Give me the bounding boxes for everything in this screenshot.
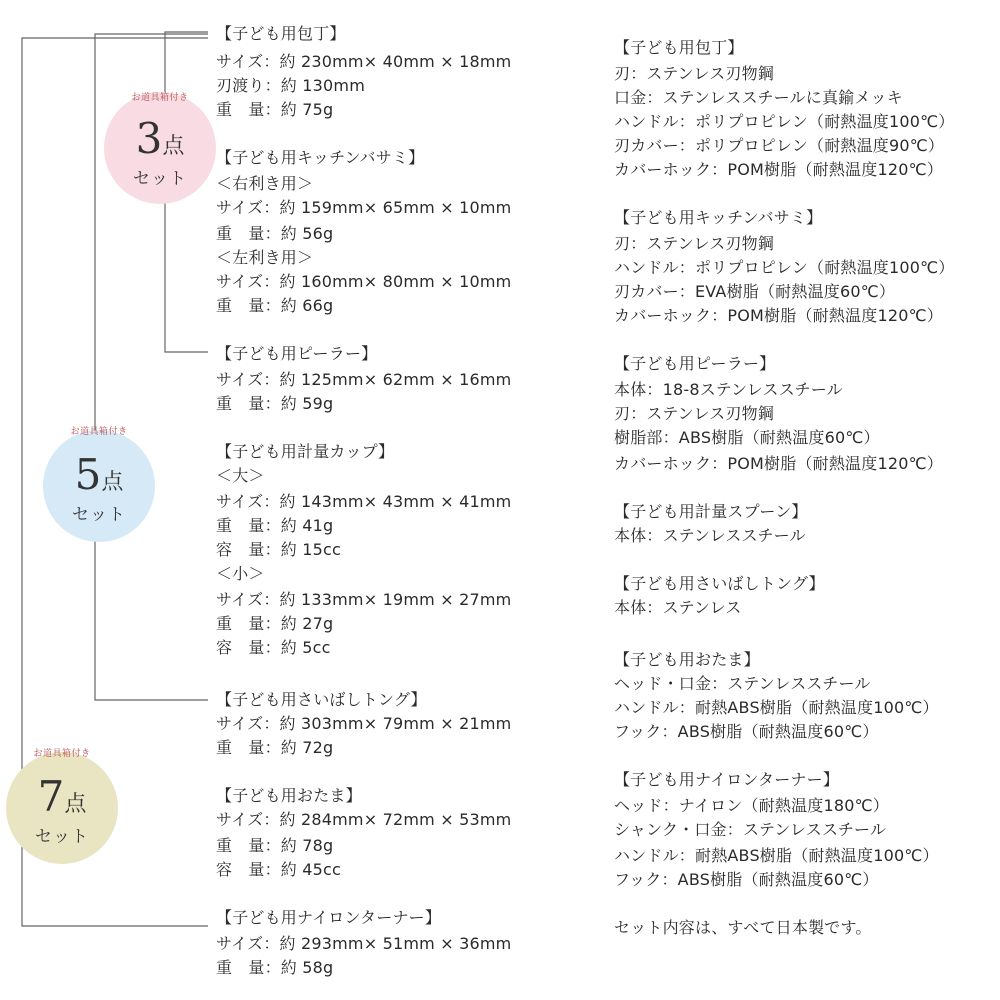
spec-line: 重 量：約 56g xyxy=(216,224,334,243)
badge-set-label: セット xyxy=(133,169,187,189)
spec-line: 刃渡り：約 130mm xyxy=(216,76,365,95)
material-line: 本体：18-8ステンレススチール xyxy=(614,380,843,399)
badge-count: 5点 xyxy=(74,450,124,499)
spec-line: サイズ：約 293mm× 51mm × 36mm xyxy=(216,934,512,953)
heading-ladle: 【子ども用おたま】 xyxy=(216,786,362,805)
spec-line: サイズ：約 284mm× 72mm × 53mm xyxy=(216,810,512,829)
spec-line: サイズ：約 133mm× 19mm × 27mm xyxy=(216,590,512,609)
heading-scissors: 【子ども用キッチンバサミ】 xyxy=(614,208,823,227)
spec-subheading: ＜大＞ xyxy=(216,466,265,485)
spec-line: サイズ：約 303mm× 79mm × 21mm xyxy=(216,714,512,733)
badge-count: 7点 xyxy=(37,772,87,821)
heading-turner: 【子ども用ナイロンターナー】 xyxy=(216,908,442,927)
spec-line: 容 量：約 15cc xyxy=(216,540,342,559)
heading-ladle: 【子ども用おたま】 xyxy=(614,650,760,669)
material-line: 口金：ステンレススチールに真鍮メッキ xyxy=(614,88,903,107)
made-in-japan-note: セット内容は、すべて日本製です。 xyxy=(614,918,872,937)
heading-tongs: 【子ども用さいばしトング】 xyxy=(216,690,427,709)
spec-line: サイズ：約 159mm× 65mm × 10mm xyxy=(216,198,512,217)
spec-subheading: ＜左利き用＞ xyxy=(216,248,314,267)
material-line: 本体：ステンレス xyxy=(614,598,742,617)
badge-set-label: セット xyxy=(35,827,89,847)
spec-line: 重 量：約 27g xyxy=(216,614,334,633)
spec-line: サイズ：約 230mm× 40mm × 18mm xyxy=(216,52,512,71)
material-line: ヘッド・口金：ステンレススチール xyxy=(614,674,871,693)
material-line: カバーホック：POM樹脂（耐熱温度120℃） xyxy=(614,306,943,325)
spec-line: 重 量：約 72g xyxy=(216,738,334,757)
material-line: ヘッド：ナイロン（耐熱温度180℃） xyxy=(614,796,889,815)
spec-line: 重 量：約 41g xyxy=(216,516,334,535)
heading-knife: 【子ども用包丁】 xyxy=(614,38,744,57)
material-line: ハンドル：ポリプロピレン（耐熱温度100℃） xyxy=(614,258,955,277)
material-line: シャンク・口金：ステンレススチール xyxy=(614,820,887,839)
heading-knife: 【子ども用包丁】 xyxy=(216,24,346,43)
spec-line: 重 量：約 75g xyxy=(216,100,334,119)
badge-tag: お道具箱付き xyxy=(70,427,128,437)
badge-tag: お道具箱付き xyxy=(33,749,91,759)
badge-3-piece-set xyxy=(104,92,216,204)
material-line: カバーホック：POM樹脂（耐熱温度120℃） xyxy=(614,160,943,179)
heading-measuring-spoon: 【子ども用計量スプーン】 xyxy=(614,502,808,521)
heading-peeler: 【子ども用ピーラー】 xyxy=(614,354,776,373)
material-line: フック：ABS樹脂（耐熱温度60℃） xyxy=(614,870,879,889)
material-line: ハンドル：耐熱ABS樹脂（耐熱温度100℃） xyxy=(614,698,939,717)
badge-7-piece-set xyxy=(6,749,118,864)
spec-line: 重 量：約 78g xyxy=(216,836,334,855)
badge-tag: お道具箱付き xyxy=(131,93,189,103)
spec-line: 重 量：約 59g xyxy=(216,394,334,413)
material-line: 刃：ステンレス刃物鋼 xyxy=(614,404,775,423)
spec-line: 容 量：約 45cc xyxy=(216,860,342,879)
material-line: 刃：ステンレス刃物鋼 xyxy=(614,234,775,253)
material-line: 刃カバー：EVA樹脂（耐熱温度60℃） xyxy=(614,282,896,301)
material-line: 樹脂部：ABS樹脂（耐熱温度60℃） xyxy=(614,428,880,447)
spec-line: 容 量：約 5cc xyxy=(216,638,331,657)
material-line: カバーホック：POM樹脂（耐熱温度120℃） xyxy=(614,454,943,473)
heading-peeler: 【子ども用ピーラー】 xyxy=(216,344,378,363)
heading-measuring-cup: 【子ども用計量カップ】 xyxy=(216,442,395,461)
spec-line: サイズ：約 125mm× 62mm × 16mm xyxy=(216,370,512,389)
spec-line: 重 量：約 58g xyxy=(216,958,334,977)
spec-subheading: ＜小＞ xyxy=(216,564,265,583)
material-line: 刃カバー：ポリプロピレン（耐熱温度90℃） xyxy=(614,136,945,155)
material-line: 本体：ステンレススチール xyxy=(614,526,806,545)
badge-set-label: セット xyxy=(72,505,126,525)
badge-count: 3点 xyxy=(135,114,185,163)
material-line: 刃：ステンレス刃物鋼 xyxy=(614,64,775,83)
badge-5-piece-set xyxy=(43,427,155,542)
heading-scissors: 【子ども用キッチンバサミ】 xyxy=(216,148,425,167)
spec-line: サイズ：約 160mm× 80mm × 10mm xyxy=(216,272,512,291)
material-line: フック：ABS樹脂（耐熱温度60℃） xyxy=(614,722,879,741)
material-line: ハンドル：ポリプロピレン（耐熱温度100℃） xyxy=(614,112,955,131)
material-line: ハンドル：耐熱ABS樹脂（耐熱温度100℃） xyxy=(614,846,939,865)
spec-subheading: ＜右利き用＞ xyxy=(216,174,314,193)
heading-tongs: 【子ども用さいばしトング】 xyxy=(614,574,825,593)
spec-line: 重 量：約 66g xyxy=(216,296,334,315)
spec-line: サイズ：約 143mm× 43mm × 41mm xyxy=(216,492,512,511)
heading-turner: 【子ども用ナイロンターナー】 xyxy=(614,770,840,789)
